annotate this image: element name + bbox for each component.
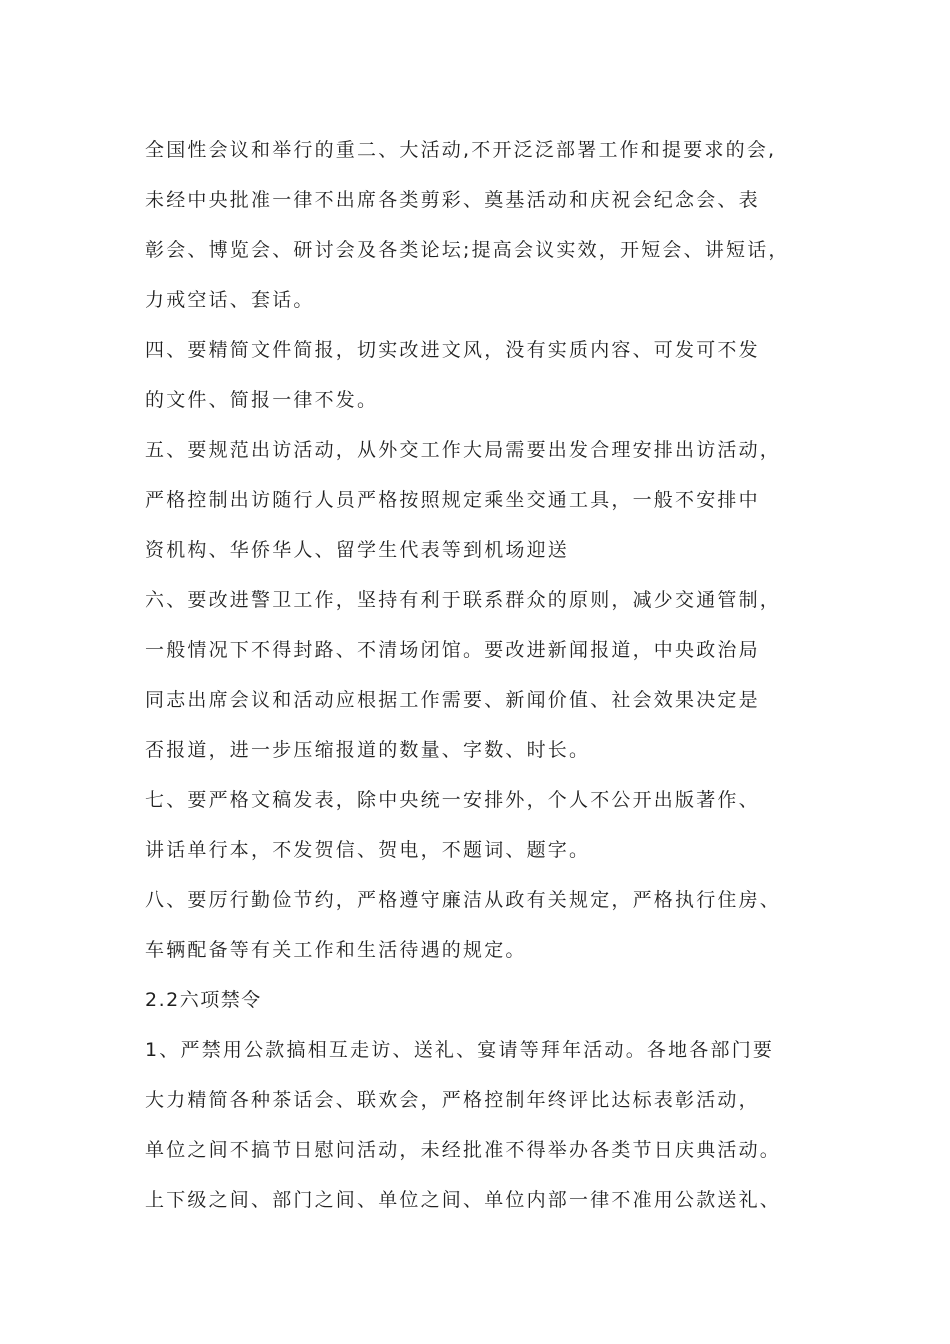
text-line: 1、严禁用公款搞相互走访、送礼、宴请等拜年活动。各地各部门要	[145, 1039, 775, 1061]
text-line: 未经中央批准一律不出席各类剪彩、奠基活动和庆祝会纪念会、表	[145, 189, 760, 211]
text-line: 八、要厉行勤俭节约，严格遵守廉洁从政有关规定，严格执行住房、	[145, 889, 782, 911]
text-line: 严格控制出访随行人员严格按照规定乘坐交通工具，一般不安排中	[145, 489, 760, 511]
text-line: 单位之间不搞节日慰问活动，未经批准不得举办各类节日庆典活动。	[145, 1139, 782, 1161]
text-line: 的文件、简报一律不发。	[145, 389, 379, 411]
text-line: 上下级之间、部门之间、单位之间、单位内部一律不准用公款送礼、	[145, 1189, 782, 1211]
text-line: 一般情况下不得封路、不清场闭馆。要改进新闻报道，中央政治局	[145, 639, 760, 661]
text-line: 车辆配备等有关工作和生活待遇的规定。	[145, 939, 527, 961]
text-line: 讲话单行本，不发贺信、贺电，不题词、题字。	[145, 839, 591, 861]
text-line: 资机构、华侨华人、留学生代表等到机场迎送	[145, 539, 570, 561]
text-line: 彰会、博览会、研讨会及各类论坛;提高会议实效，开短会、讲短话，	[145, 239, 790, 261]
text-line: 四、要精简文件简报，切实改进文风，没有实质内容、可发可不发	[145, 339, 760, 361]
text-line: 七、要严格文稿发表，除中央统一安排外，个人不公开出版著作、	[145, 789, 760, 811]
text-line: 否报道，进一步压缩报道的数量、字数、时长。	[145, 739, 591, 761]
text-line: 力戒空话、套话。	[145, 289, 315, 311]
section-heading: 2.2六项禁令	[145, 989, 262, 1011]
text-line: 大力精简各种茶话会、联欢会，严格控制年终评比达标表彰活动，	[145, 1089, 760, 1111]
text-line: 同志出席会议和活动应根据工作需要、新闻价值、社会效果决定是	[145, 689, 760, 711]
text-line: 六、要改进警卫工作，坚持有利于联系群众的原则，减少交通管制，	[145, 589, 782, 611]
text-line: 五、要规范出访活动，从外交工作大局需要出发合理安排出访活动，	[145, 439, 782, 461]
text-line: 全国性会议和举行的重二、大活动,不开泛泛部署工作和提要求的会,	[145, 139, 777, 161]
